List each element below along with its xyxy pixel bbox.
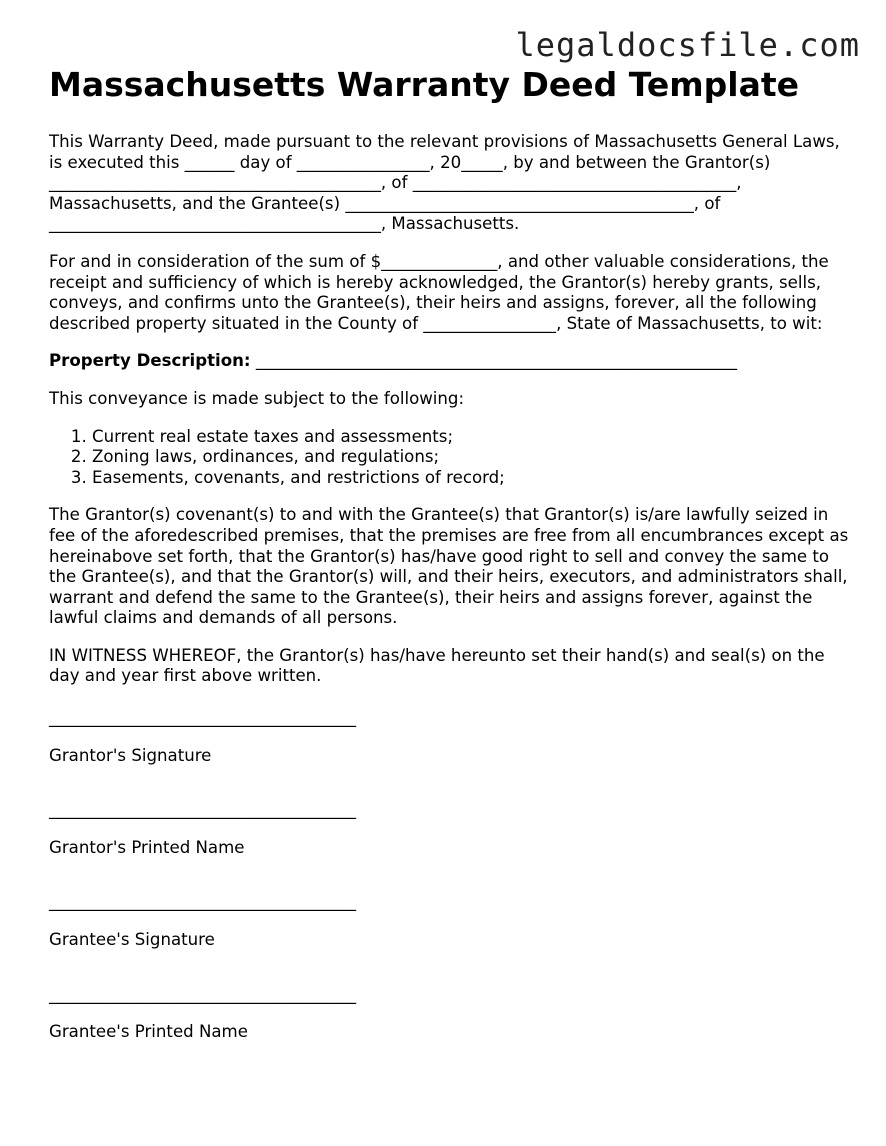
property-description-blank: __________________________________________________________: [255, 351, 738, 371]
list-item: 2. Zoning laws, ordinances, and regulations;: [92, 447, 849, 468]
list-item: 1. Current real estate taxes and assessments;: [92, 427, 849, 448]
subject-to-intro: This conveyance is made subject to the following:: [49, 388, 465, 408]
grantee-signature-label: Grantee's Signature: [49, 930, 215, 950]
list-item: 3. Easements, covenants, and restrictions of record;: [92, 468, 849, 489]
grantee-signature-line: _____________________________________: [49, 892, 356, 912]
subject-to-list: [49, 427, 849, 489]
property-description: [49, 351, 849, 372]
grantee-printed-name-label: Grantee's Printed Name: [49, 1022, 248, 1042]
document-page: [49, 64, 849, 1077]
grantor-signature-line: _____________________________________: [49, 708, 356, 728]
consideration-paragraph: For and in consideration of the sum of $______________, and other valuable considerations, the receipt and sufficiency of which is hereby acknowledged, the Grantor(s) hereby grants, sells, conveys, and confirms unto the Grantee(s), their heirs and assigns, forever, all the following described property situated in the County of ________________, State of Massachusetts, to wit:: [49, 251, 829, 333]
signature-block: [49, 708, 849, 1043]
watermark: legaldocsfile.com: [515, 26, 860, 64]
property-description-label: Property Description:: [49, 351, 251, 371]
grantor-printed-name-line: _____________________________________: [49, 800, 356, 820]
grantor-printed-name-label: Grantor's Printed Name: [49, 837, 245, 857]
covenant-paragraph: The Grantor(s) covenant(s) to and with the Grantee(s) that Grantor(s) is/are lawfully seized in fee of the aforedescribed premises, that the premises are free from all encumbrances except as hereinabove set forth, that the Grantor(s) has/have good right to sell and convey the same to the Grantee(s), and that the Grantor(s) will, and their heirs, executors, and administrators shall, warrant and defend the same to the Grantee(s), their heirs and assigns forever, against the lawful claims and demands of all persons.: [49, 505, 849, 628]
grantor-signature-label: Grantor's Signature: [49, 745, 212, 765]
witness-paragraph: IN WITNESS WHEREOF, the Grantor(s) has/have hereunto set their hand(s) and seal(s) on the day and year first above written.: [49, 645, 825, 686]
page-title: Massachusetts Warranty Deed Template: [49, 65, 800, 104]
intro-paragraph: This Warranty Deed, made pursuant to the relevant provisions of Massachusetts General Laws, is executed this ______ day of ________________, 20_____, by and between the Grantor(s) ________________________________________, of _______________________________________, Massachusetts, and the Grantee(s) __________________________________________, of ________________________________________, Massachusetts.: [49, 132, 840, 234]
grantee-printed-name-line: _____________________________________: [49, 984, 356, 1004]
